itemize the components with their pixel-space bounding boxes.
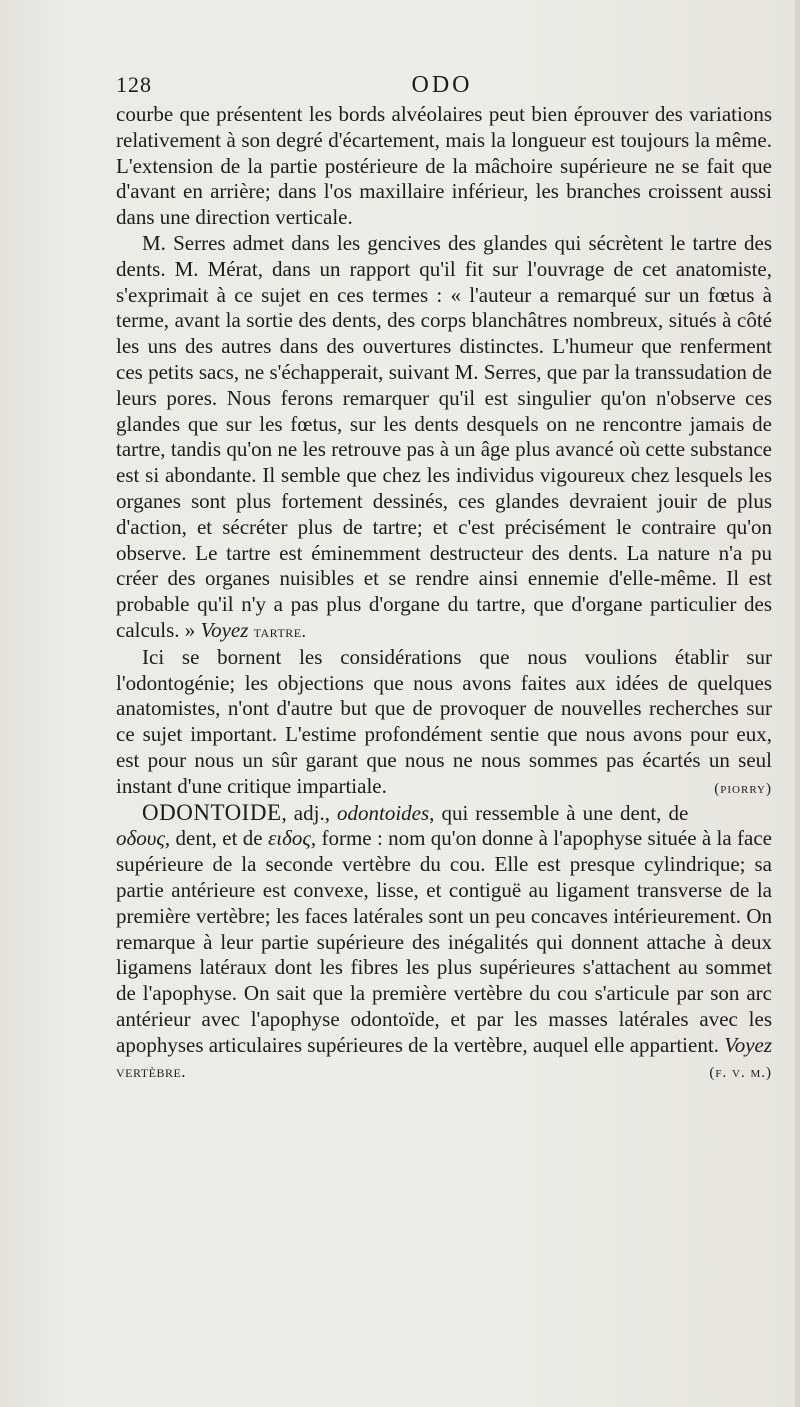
page-body [116, 102, 772, 1087]
paragraph-text: Ici se bornent les considérations que nous voulions établir sur l'odontogénie; les objections que nous avons faites aux idées de quelques anatomistes, n'ont d'autre but que de provoquer de nouvelles recherches sur ce sujet important. L'estime profondément sentie que nous avons pour eux, est pour nous un sûr garant que nous ne nous sommes pas écartés un seul instant d'une critique impartiale. [116, 644, 772, 798]
cross-reference-voyez: Voyez [200, 617, 249, 642]
cross-reference-voyez: Voyez [724, 1032, 773, 1057]
running-head: ODO [411, 72, 473, 98]
cross-reference-target: vertèbre. [116, 1062, 187, 1082]
paragraph-text: M. Serres admet dans les gencives des glandes qui sécrètent le tartre des dents. M. Mérat, dans un rapport qu'il fit sur l'ouvrage de cet anatomiste, s'exprimait à ce sujet en ces termes : « l'auteur a remarqué sur un fœtus à terme, avant la sortie des dents, des corps blanchâtres nombreux, situés à côté les uns des autres dans des ouvertures distinctes. L'humeur que renferment ces petits sacs, ne s'échapperait, suivant M. Serres, que par la transsudation de leurs pores. Nous ferons remarquer qu'il est singulier qu'on n'observe ces glandes que sur les fœtus, sur les dents desquels on ne rencontre jamais de tartre, tandis qu'on ne les retrouve pas à un âge plus avancé où cette substance est si abondante. Il semble que chez les individus vigoureux chez lesquels les organes sont plus fortement dessinés, ces glandes devraient jouir de plus d'action, et sécréter plus de tartre; et c'est précisément le contraire qu'on observe. Le tartre est éminemment destructeur des dents. La nature n'a pu créer des organes nuisibles et se rendre ainsi ennemie d'elle-même. Il est probable qu'il n'y a pas plus d'organe du tartre, que d'organe particulier des calculs. » [116, 230, 772, 642]
entry-text: , qui ressemble à une dent, de [429, 800, 689, 825]
entry-odontoide [116, 800, 772, 1086]
author-signature: (f. v. m.) [709, 1065, 772, 1082]
page-edge [795, 0, 800, 1407]
paragraph-serres [116, 231, 772, 645]
paragraph-continuation: courbe que présentent les bords alvéolaires peut bien éprouver des variations relativement à son degré d'écartement, mais la longueur est toujours la même. L'extension de la partie postérieure de la mâchoire supérieure ne se fait que d'avant en arrière; dans l'os maxillaire inférieur, les branches croissent aussi dans une direction verticale. [116, 102, 772, 230]
entry-headword: ODONTOIDE [142, 799, 282, 825]
entry-text: , forme : nom qu'on donne à l'apophyse située à la face supérieure de la seconde vertèbre du cou. Elle est presque cylindrique; sa partie antérieure est convexe, lisse, et contiguë au ligament transverse de la première vertèbre; les faces latérales sont un peu concaves intérieurement. On remarque à leur partie supérieure des inégalités qui donnent attache à deux ligamens latéraux dont les fibres les plus supérieures s'attachent au sommet de l'apophyse. On sait que la première vertèbre du cou s'articule par son arc antérieur avec l'apophyse odontoïde, et par les masses latérales avec les apophyses articulaires supérieures de la vertèbre, auquel elle appartient. [116, 826, 772, 1057]
greek-word: οδους [116, 826, 165, 851]
page-number: 128 [116, 72, 152, 97]
author-signature: (piorry) [714, 780, 772, 797]
entry-grammar: , adj., [281, 800, 330, 825]
page-header [116, 72, 768, 102]
entry-text: , dent, et de [164, 826, 263, 851]
cross-reference-target: tartre. [253, 621, 307, 641]
greek-word: ειδος [267, 826, 311, 851]
entry-latin: odontoides [336, 800, 430, 825]
paragraph-conclusion [116, 645, 772, 800]
